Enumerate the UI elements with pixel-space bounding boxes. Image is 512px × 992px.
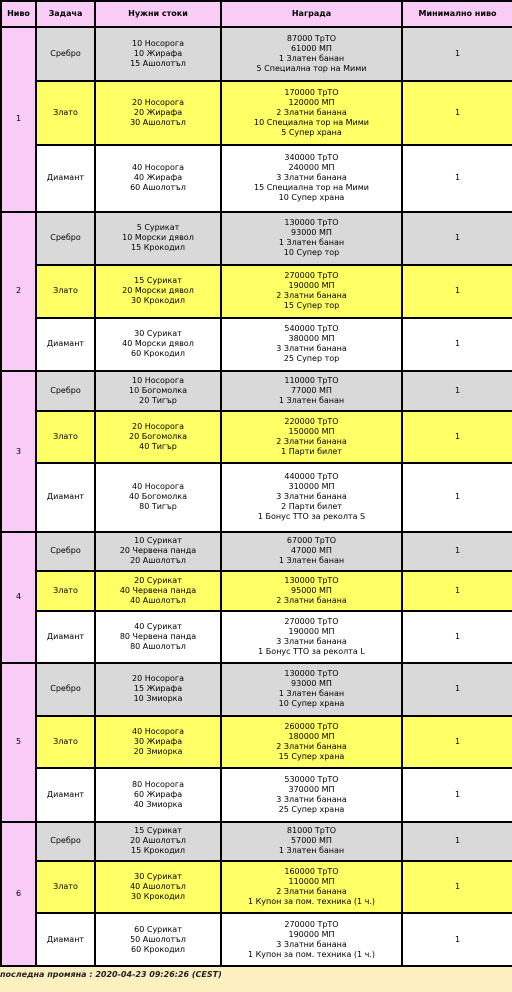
goods-line: 40 Носорога [131, 163, 184, 173]
reward-cell [221, 716, 402, 769]
reward-line: 25 Супер тор [283, 354, 340, 364]
reward-cell [221, 571, 402, 610]
min-level-cell: 1 [402, 318, 512, 372]
reward-line: 340000 ТрТО [284, 153, 339, 163]
reward-line: 2 Парти билет [281, 502, 342, 512]
goods-line: 40 Тигър [139, 441, 177, 451]
reward-cell [221, 861, 402, 914]
goods-cell [95, 145, 221, 212]
level-cell: 4 [1, 532, 36, 663]
reward-line: 220000 ТрТО [284, 416, 339, 426]
reward-cell [221, 145, 402, 212]
reward-line: 87000 ТрТО [286, 33, 337, 43]
reward-line: 47000 МП [291, 546, 332, 556]
reward-line: 10 Супер храна [278, 193, 345, 203]
goods-line: 20 Носорога [131, 674, 184, 684]
reward-line: 110000 ТрТО [284, 375, 339, 385]
task-cell: Сребро [36, 532, 95, 571]
reward-cell [221, 81, 402, 146]
goods-line: 40 Богомолка [129, 492, 187, 502]
reward-line: 1 Златен банан [278, 53, 345, 63]
goods-line: 40 Змиорка [133, 799, 183, 809]
reward-line: 190000 МП [288, 281, 335, 291]
task-cell: Диамант [36, 913, 95, 966]
reward-line: 190000 МП [288, 626, 335, 636]
goods-line: 30 Ашолотъл [130, 117, 186, 127]
goods-line: 80 Носорога [131, 779, 184, 789]
task-cell: Сребро [36, 663, 95, 716]
goods-line: 60 Ашолотъл [130, 183, 186, 193]
reward-line: 1 Бонус ТТО за реколта S [257, 512, 366, 522]
reward-cell [221, 768, 402, 822]
table-row [1, 371, 512, 410]
header-goods: Нужни стоки [95, 1, 221, 27]
task-cell: Злато [36, 265, 95, 318]
table-row [1, 265, 512, 318]
goods-line: 80 Червена панда [119, 631, 197, 641]
reward-line: 3 Златни банана [276, 939, 347, 949]
min-level-cell: 1 [402, 663, 512, 716]
goods-line: 10 Морски дявол [122, 233, 194, 243]
reward-line: 540000 ТрТО [284, 324, 339, 334]
table-row [1, 81, 512, 146]
task-cell: Злато [36, 81, 95, 146]
reward-line: 440000 ТрТО [284, 472, 339, 482]
goods-line: 20 Богомолка [129, 431, 187, 441]
reward-line: 10 Специална тор на Мими [254, 117, 369, 127]
goods-line: 30 Крокодил [131, 296, 185, 306]
header-level: Ниво [1, 1, 36, 27]
table-row [1, 212, 512, 266]
reward-line: 1 Парти билет [281, 446, 342, 456]
goods-line: 40 Червена панда [119, 585, 197, 595]
reward-line: 93000 МП [291, 228, 332, 238]
reward-line: 130000 ТрТО [284, 575, 339, 585]
goods-line: 20 Змиорка [133, 746, 183, 756]
reward-cell [221, 663, 402, 716]
task-cell: Злато [36, 861, 95, 914]
reward-line: 93000 МП [291, 679, 332, 689]
min-level-cell: 1 [402, 27, 512, 81]
min-level-cell: 1 [402, 913, 512, 966]
reward-line: 120000 МП [288, 97, 335, 107]
reward-line: 270000 ТрТО [284, 271, 339, 281]
table-row [1, 571, 512, 610]
reward-line: 3 Златни банана [276, 636, 347, 646]
reward-line: 67000 ТрТО [286, 536, 337, 546]
goods-line: 40 Ашолотъл [130, 882, 186, 892]
reward-line: 77000 МП [291, 385, 332, 395]
goods-line: 20 Ашолотъл [130, 836, 186, 846]
table-row [1, 318, 512, 372]
goods-cell [95, 371, 221, 410]
min-level-cell: 1 [402, 81, 512, 146]
reward-line: 170000 ТрТО [284, 87, 339, 97]
reward-line: 3 Златни банана [276, 173, 347, 183]
goods-line: 15 Сурикат [134, 826, 182, 836]
reward-cell [221, 822, 402, 861]
goods-line: 20 Червена панда [119, 546, 197, 556]
table-row [1, 27, 512, 81]
goods-line: 40 Ашолотъл [130, 595, 186, 605]
reward-line: 5 Специална тор на Мими [256, 63, 367, 73]
table-row [1, 145, 512, 212]
goods-cell [95, 265, 221, 318]
table-row [1, 411, 512, 464]
reward-line: 240000 МП [288, 163, 335, 173]
min-level-cell: 1 [402, 145, 512, 212]
goods-line: 60 Жирафа [133, 789, 183, 799]
goods-line: 20 Морски дявол [122, 286, 194, 296]
reward-line: 1 Купон за пом. техника (1 ч.) [247, 897, 376, 907]
min-level-cell: 1 [402, 371, 512, 410]
table-row [1, 822, 512, 861]
goods-line: 30 Крокодил [131, 892, 185, 902]
goods-line: 15 Сурикат [134, 276, 182, 286]
goods-line: 20 Тигър [139, 395, 177, 405]
reward-line: 10 Супер храна [278, 699, 345, 709]
quest-table-body [1, 27, 512, 966]
task-cell: Злато [36, 716, 95, 769]
goods-cell [95, 212, 221, 266]
level-cell: 5 [1, 663, 36, 822]
reward-line: 260000 ТрТО [284, 721, 339, 731]
goods-line: 30 Жирафа [133, 736, 183, 746]
reward-cell [221, 318, 402, 372]
task-cell: Злато [36, 411, 95, 464]
header-row [1, 1, 512, 27]
goods-cell [95, 611, 221, 664]
goods-line: 60 Крокодил [131, 944, 185, 954]
goods-line: 40 Жирафа [133, 173, 183, 183]
task-cell: Злато [36, 571, 95, 610]
goods-line: 15 Жирафа [133, 684, 183, 694]
reward-line: 150000 МП [288, 426, 335, 436]
reward-cell [221, 411, 402, 464]
goods-line: 10 Носорога [131, 375, 184, 385]
table-row [1, 611, 512, 664]
reward-line: 1 Бонус ТТО за реколта L [258, 646, 365, 656]
goods-cell [95, 27, 221, 81]
reward-line: 190000 МП [288, 929, 335, 939]
min-level-cell: 1 [402, 822, 512, 861]
level-cell: 1 [1, 27, 36, 212]
goods-line: 60 Сурикат [134, 924, 182, 934]
min-level-cell: 1 [402, 212, 512, 266]
reward-line: 10 Супер тор [283, 248, 340, 258]
goods-line: 20 Носорога [131, 97, 184, 107]
level-cell: 2 [1, 212, 36, 372]
goods-cell [95, 716, 221, 769]
goods-cell [95, 411, 221, 464]
reward-line: 110000 МП [288, 877, 335, 887]
reward-line: 1 Златен банан [278, 846, 345, 856]
header-reward: Награда [221, 1, 402, 27]
task-cell: Сребро [36, 371, 95, 410]
goods-line: 5 Сурикат [136, 223, 180, 233]
goods-cell [95, 822, 221, 861]
reward-line: 3 Златни банана [276, 344, 347, 354]
reward-line: 61000 МП [291, 43, 332, 53]
goods-line: 40 Морски дявол [122, 339, 194, 349]
min-level-cell: 1 [402, 768, 512, 822]
reward-line: 2 Златни банана [276, 887, 347, 897]
min-level-cell: 1 [402, 571, 512, 610]
goods-line: 40 Носорога [131, 482, 184, 492]
reward-line: 160000 ТрТО [284, 867, 339, 877]
goods-line: 80 Тигър [139, 502, 177, 512]
reward-line: 310000 МП [288, 482, 335, 492]
goods-line: 20 Ашолотъл [130, 556, 186, 566]
goods-cell [95, 861, 221, 914]
goods-line: 30 Сурикат [134, 872, 182, 882]
goods-line: 40 Носорога [131, 726, 184, 736]
reward-line: 15 Супер тор [283, 301, 340, 311]
level-cell: 3 [1, 371, 36, 532]
goods-line: 40 Сурикат [134, 621, 182, 631]
reward-line: 380000 МП [288, 334, 335, 344]
table-row [1, 768, 512, 822]
goods-cell [95, 913, 221, 966]
reward-line: 1 Златен банан [278, 556, 345, 566]
reward-line: 3 Златни банана [276, 492, 347, 502]
reward-line: 2 Златни банана [276, 291, 347, 301]
reward-line: 2 Златни банана [276, 595, 347, 605]
reward-line: 130000 ТрТО [284, 218, 339, 228]
reward-line: 2 Златни банана [276, 741, 347, 751]
last-modified-footer: последна промяна : 2020-04-23 09:26:26 (CEST) [0, 970, 222, 979]
min-level-cell: 1 [402, 716, 512, 769]
goods-line: 30 Сурикат [134, 329, 182, 339]
reward-cell [221, 265, 402, 318]
task-cell: Диамант [36, 463, 95, 532]
table-row [1, 913, 512, 966]
reward-line: 530000 ТрТО [284, 774, 339, 784]
reward-line: 57000 МП [291, 836, 332, 846]
reward-line: 130000 ТрТО [284, 669, 339, 679]
goods-line: 10 Сурикат [134, 536, 182, 546]
goods-cell [95, 463, 221, 532]
reward-cell [221, 913, 402, 966]
reward-line: 5 Супер храна [281, 127, 342, 137]
reward-line: 25 Супер храна [278, 804, 345, 814]
goods-line: 20 Сурикат [134, 575, 182, 585]
task-cell: Диамант [36, 145, 95, 212]
table-row [1, 663, 512, 716]
min-level-cell: 1 [402, 265, 512, 318]
goods-cell [95, 532, 221, 571]
min-level-cell: 1 [402, 861, 512, 914]
task-cell: Диамант [36, 768, 95, 822]
min-level-cell: 1 [402, 463, 512, 532]
goods-cell [95, 571, 221, 610]
task-cell: Диамант [36, 611, 95, 664]
goods-line: 20 Носорога [131, 421, 184, 431]
reward-cell [221, 27, 402, 81]
goods-line: 10 Змиорка [133, 694, 183, 704]
table-row [1, 861, 512, 914]
reward-line: 1 Златен банан [278, 238, 345, 248]
goods-line: 50 Ашолотъл [130, 934, 186, 944]
min-level-cell: 1 [402, 532, 512, 571]
goods-line: 80 Ашолотъл [130, 641, 186, 651]
reward-cell [221, 611, 402, 664]
goods-line: 15 Крокодил [131, 243, 185, 253]
reward-cell [221, 212, 402, 266]
goods-line: 10 Богомолка [129, 385, 187, 395]
goods-cell [95, 768, 221, 822]
header-min-level: Минимално ниво [402, 1, 512, 27]
table-row [1, 463, 512, 532]
reward-line: 2 Златни банана [276, 107, 347, 117]
reward-line: 81000 ТрТО [286, 826, 337, 836]
level-cell: 6 [1, 822, 36, 966]
goods-cell [95, 663, 221, 716]
table-row [1, 716, 512, 769]
reward-line: 270000 ТрТО [284, 616, 339, 626]
reward-line: 370000 МП [288, 784, 335, 794]
header-task: Задача [36, 1, 95, 27]
reward-line: 15 Специална тор на Мими [254, 183, 369, 193]
reward-line: 180000 МП [288, 731, 335, 741]
task-cell: Сребро [36, 212, 95, 266]
goods-cell [95, 81, 221, 146]
table-row [1, 532, 512, 571]
goods-line: 15 Ашолотъл [130, 58, 186, 68]
goods-line: 10 Носорога [131, 38, 184, 48]
reward-cell [221, 463, 402, 532]
reward-cell [221, 532, 402, 571]
goods-line: 15 Крокодил [131, 846, 185, 856]
goods-line: 20 Жирафа [133, 107, 183, 117]
min-level-cell: 1 [402, 611, 512, 664]
reward-line: 1 Златен банан [278, 395, 345, 405]
goods-line: 10 Жирафа [133, 48, 183, 58]
reward-line: 95000 МП [291, 585, 332, 595]
reward-cell [221, 371, 402, 410]
goods-cell [95, 318, 221, 372]
reward-line: 270000 ТрТО [284, 919, 339, 929]
min-level-cell: 1 [402, 411, 512, 464]
task-cell: Сребро [36, 822, 95, 861]
reward-line: 3 Златни банана [276, 794, 347, 804]
reward-line: 2 Златни банана [276, 436, 347, 446]
task-cell: Сребро [36, 27, 95, 81]
goods-line: 60 Крокодил [131, 349, 185, 359]
reward-line: 1 Купон за пом. техника (1 ч.) [247, 949, 376, 959]
reward-line: 15 Супер храна [278, 751, 345, 761]
reward-line: 1 Златен банан [278, 689, 345, 699]
task-cell: Диамант [36, 318, 95, 372]
